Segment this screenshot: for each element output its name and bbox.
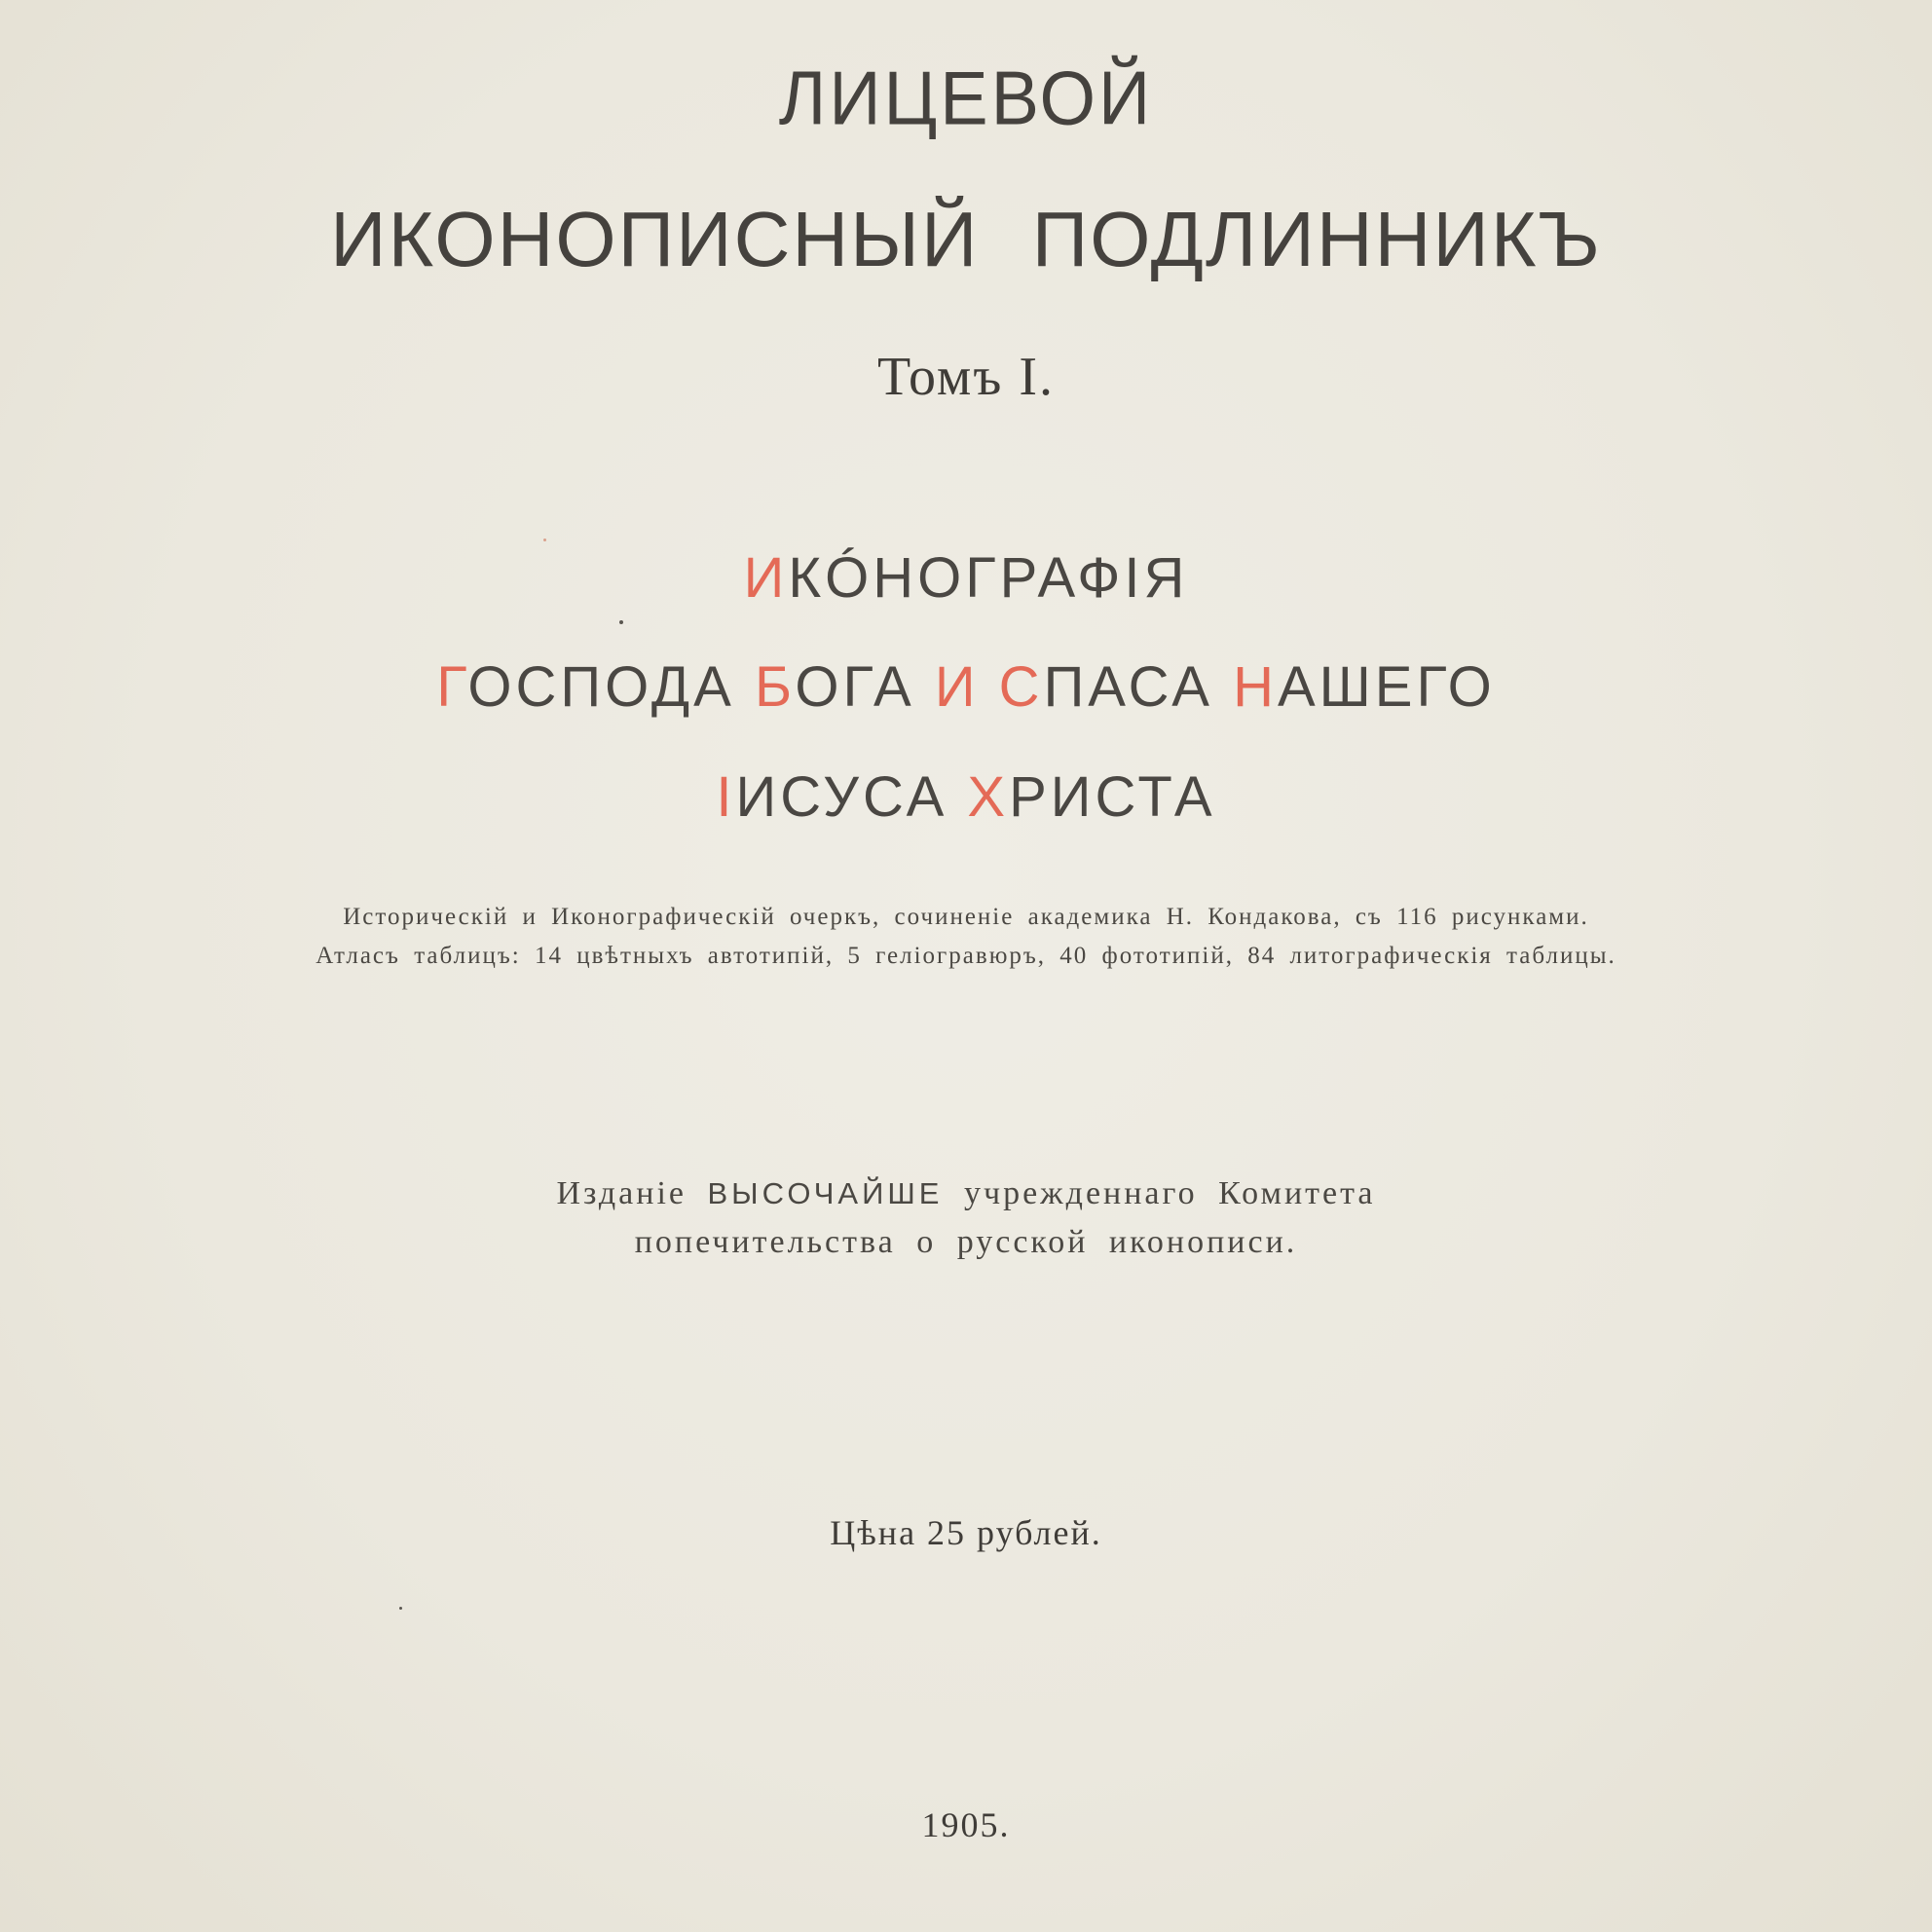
paper-speck: [619, 620, 623, 624]
subject-text: ПАСА: [1043, 655, 1234, 719]
publisher-line-1-caps: ВЫСОЧАЙШЕ: [707, 1176, 944, 1210]
publication-year: 1905.: [921, 1805, 1011, 1844]
red-initial-letter: И: [934, 655, 980, 719]
paper-speck: [399, 1607, 402, 1610]
red-initial-letter: С: [998, 655, 1044, 719]
publisher-line-1: [0, 1175, 1932, 1212]
subject-text: ИСУСА: [735, 765, 968, 829]
red-initial-letter: Н: [1233, 655, 1278, 719]
subject-line-3: [0, 764, 1932, 830]
subject-line-1: [0, 545, 1932, 611]
subject-text: РИСТА: [1009, 765, 1216, 829]
paper-speck: [543, 539, 546, 541]
title-line-2: ИКОНОПИСНЫЙ ПОДЛИННИКЪ: [330, 196, 1602, 282]
publisher-line-1-post: учрежденнаго Комитета: [943, 1175, 1376, 1211]
red-initial-letter: І: [716, 765, 736, 829]
publisher-line-2: попечительства о русской иконописи.: [634, 1224, 1298, 1260]
subject-text: ОСПОДА: [467, 655, 755, 719]
red-initial-letter: Х: [967, 765, 1010, 829]
red-initial-letter: И: [743, 546, 789, 610]
description-line-2: Атласъ таблицъ: 14 цвѣтныхъ автотипій, 5 геліогравюръ, 40 фототипій, 84 литографическія таблицы.: [316, 943, 1616, 969]
subject-text: КÓНОГРАФІЯ: [788, 546, 1189, 610]
description-line-1: Историческій и Иконографическій очеркъ, сочиненіе академика Н. Кондакова, съ 116 рисунками.: [343, 904, 1589, 930]
title-line-1: ЛИЦЕВОЙ: [778, 55, 1154, 141]
volume-number: Томъ I.: [877, 347, 1055, 407]
publisher-line-1-pre: Изданіе: [556, 1175, 708, 1211]
red-initial-letter: Г: [436, 655, 468, 719]
subject-text: ОГА: [795, 655, 935, 719]
red-initial-letter: Б: [754, 655, 796, 719]
subject-text: АШЕГО: [1277, 655, 1496, 719]
subject-text: [980, 655, 999, 719]
price: Цѣна 25 рублей.: [830, 1513, 1102, 1552]
subject-line-2: [0, 654, 1932, 720]
